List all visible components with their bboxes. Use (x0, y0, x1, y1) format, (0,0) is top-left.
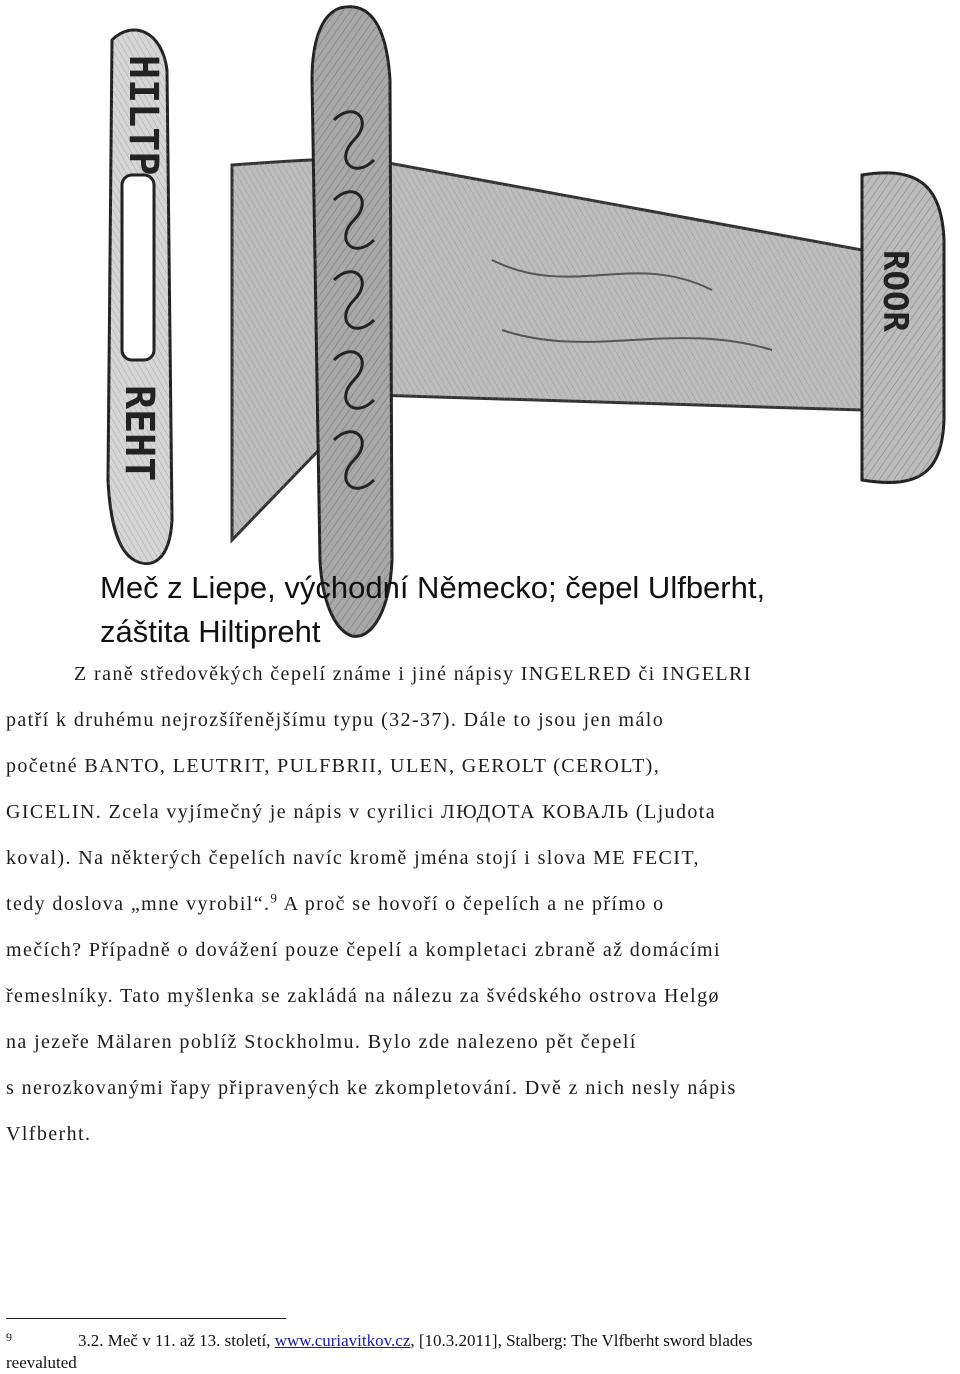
pommel-inscription: ROOR (875, 250, 915, 332)
guard-inscription-bottom: REHT (116, 385, 162, 482)
crossguard (312, 7, 392, 637)
paragraph-line-11: Vlfberht. (6, 1123, 92, 1145)
paragraph-line-2: patří k druhému nejrozšířenějšímu typu (32-37). Dále to jsou jen málo (6, 709, 665, 731)
pommel (862, 173, 944, 483)
sword-illustration (72, 0, 960, 660)
body-paragraph (6, 654, 906, 1160)
paragraph-line-1: Z raně středověkých čepelí známe i jiné nápisy INGELRED či INGELRI (74, 663, 752, 685)
figure-caption (100, 566, 920, 654)
paragraph-line-10: s nerozkovanými řapy připravených ke zkompletování. Dvě z nich nesly nápis (6, 1077, 737, 1099)
footnote-text (78, 1330, 753, 1352)
paragraph-line-7: mečích? Případně o dovážení pouze čepelí a kompletaci zbraně až domácími (6, 939, 721, 961)
paragraph-line-9: na jezeře Mälaren poblíž Stockholmu. Bylo zde nalezeno pět čepelí (6, 1031, 637, 1053)
caption-line-2: záštita Hiltipreht (100, 614, 321, 649)
footnote-link[interactable]: www.curiavitkov.cz (274, 1331, 411, 1350)
footnote-text-after: , [10.3.2011], Stalberg: The Vlfberht sword blades (410, 1331, 753, 1350)
footnote-number: 9 (6, 1330, 12, 1344)
caption-line-1: Meč z Liepe, východní Německo; čepel Ulfberht, (100, 570, 766, 605)
paragraph-line-3: početné BANTO, LEUTRIT, PULFBRII, ULEN, GEROLT (CEROLT), (6, 755, 661, 777)
paragraph-line-8: řemeslníky. Tato myšlenka se zakládá na nálezu za švédského ostrova Helgø (6, 985, 720, 1007)
paragraph-line-4: GICELIN. Zcela vyjímečný je nápis v cyrilici ЛЮДОТА КОВАЛЬ (Ljudota (6, 801, 716, 823)
guard-inscription-plate (108, 30, 172, 564)
footnote-divider (6, 1318, 286, 1319)
paragraph-line-6-start: tedy doslova „mne vyrobil“. (6, 893, 271, 915)
footnote-continuation: reevaluted (6, 1353, 77, 1372)
guard-inscription-top: HILTP (120, 55, 166, 176)
footnote-reference[interactable]: 9 (270, 890, 279, 906)
paragraph-line-6-end: A proč se hovoří o čepelích a ne přímo o (278, 893, 665, 915)
footnote-text-before: 3.2. Meč v 11. až 13. století, (78, 1331, 275, 1350)
paragraph-line-5: koval). Na některých čepelích navíc kromě jména stojí i slova ME FECIT, (6, 847, 700, 869)
paragraph-line-6 (6, 884, 906, 930)
sword-drawing (72, 0, 960, 660)
